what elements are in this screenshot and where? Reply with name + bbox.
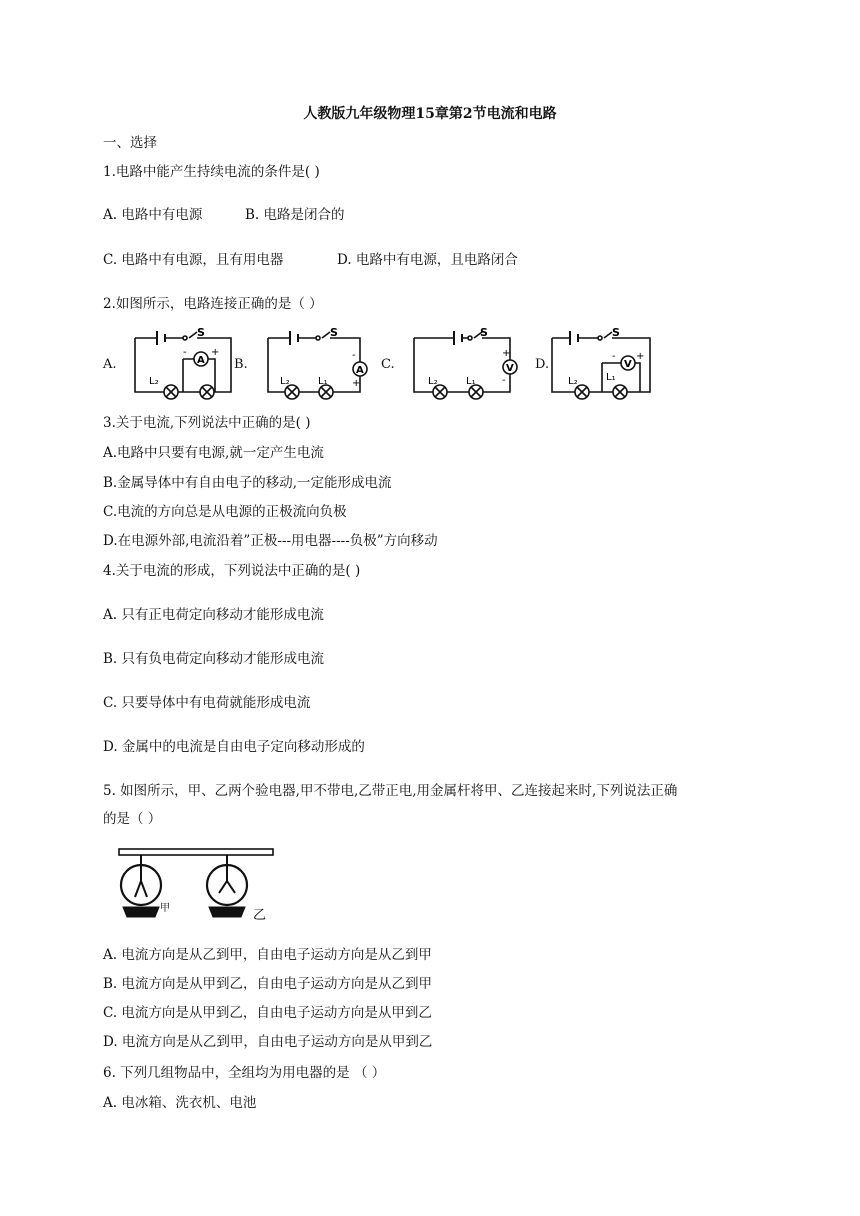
question-4-stem: 4.关于电流的形成，下列说法中正确的是( ) xyxy=(103,563,361,579)
question-3-stem: 3.关于电流,下列说法中正确的是( ) xyxy=(103,415,311,431)
svg-text:-: - xyxy=(352,350,356,361)
q1-option-c: C. 电路中有电源，且有用电器 xyxy=(103,252,284,268)
q1-option-a: A. 电路中有电源 xyxy=(103,207,203,223)
q5-option-c: C. 电流方向是从甲到乙，自由电子运动方向是从甲到乙 xyxy=(103,1005,432,1021)
svg-text:L₂: L₂ xyxy=(280,376,290,387)
circuit-diagram-a xyxy=(125,320,235,402)
q5-option-b: B. 电流方向是从甲到乙，自由电子运动方向是从乙到甲 xyxy=(103,976,433,992)
svg-text:L₁: L₁ xyxy=(466,376,476,387)
svg-text:-: - xyxy=(612,351,616,362)
switch-label: S xyxy=(197,326,205,339)
ammeter-label: A xyxy=(197,355,205,366)
q3-option-b: B.金属导体中有自由电子的移动,一定能形成电流 xyxy=(103,475,392,491)
circuit-diagram-d xyxy=(548,320,658,402)
q3-option-c: C.电流的方向总是从电源的正极流向负极 xyxy=(103,504,347,520)
q2-label-b: B. xyxy=(234,357,248,372)
q4-option-b: B. 只有负电荷定向移动才能形成电流 xyxy=(103,651,325,667)
q2-label-c: C. xyxy=(381,357,395,372)
circuit-diagram-c xyxy=(410,320,520,402)
electroscope-diagram xyxy=(115,845,275,925)
electroscope-jia-label: 甲 xyxy=(160,903,170,914)
q3-option-d: D.在电源外部,电流沿着”正极---用电器----负极”方向移动 xyxy=(103,533,438,549)
section-heading: 一、选择 xyxy=(103,135,157,151)
svg-text:+: + xyxy=(211,347,220,358)
question-2-stem: 2.如图所示，电路连接正确的是（ ） xyxy=(103,296,323,312)
q3-option-a: A.电路中只要有电源,就一定产生电流 xyxy=(103,445,324,461)
question-5-stem: 5. 如图所示，甲、乙两个验电器,甲不带电,乙带正电,用金属杆将甲、乙连接起来时,下列说法正确 xyxy=(103,783,678,799)
svg-text:S: S xyxy=(480,326,488,339)
q5-option-d: D. 电流方向是从乙到甲，自由电子运动方向是从甲到乙 xyxy=(103,1034,433,1050)
svg-text:S: S xyxy=(612,326,620,339)
question-1-stem: 1.电路中能产生持续电流的条件是( ) xyxy=(103,164,320,180)
svg-text:L₁: L₁ xyxy=(318,376,328,387)
circuit-diagram-b xyxy=(262,320,372,402)
q1-option-d: D. 电路中有电源，且电路闭合 xyxy=(337,252,518,268)
svg-text:+: + xyxy=(352,378,361,389)
svg-text:S: S xyxy=(330,326,338,339)
svg-text:L₁: L₁ xyxy=(606,372,616,383)
voltmeter-label: V xyxy=(506,363,514,374)
q5-option-a: A. 电流方向是从乙到甲，自由电子运动方向是从乙到甲 xyxy=(103,947,432,963)
q1-option-b: B. 电路是闭合的 xyxy=(245,207,345,223)
svg-text:A: A xyxy=(356,365,364,376)
svg-text:L₂: L₂ xyxy=(568,376,578,387)
q6-option-a: A. 电冰箱、洗衣机、电池 xyxy=(103,1095,257,1111)
question-5-stem-cont: 的是（ ） xyxy=(103,811,162,827)
page-title: 人教版九年级物理15章第2节电流和电路 xyxy=(303,106,557,122)
svg-text:V: V xyxy=(624,359,632,370)
q4-option-c: C. 只要导体中有电荷就能形成电流 xyxy=(103,695,311,711)
q4-option-d: D. 金属中的电流是自由电子定向移动形成的 xyxy=(103,739,365,755)
q2-label-d: D. xyxy=(535,357,550,372)
q4-option-a: A. 只有正电荷定向移动才能形成电流 xyxy=(103,607,324,623)
svg-text:L₂: L₂ xyxy=(428,376,438,387)
svg-text:-: - xyxy=(502,375,506,386)
question-6-stem: 6. 下列几组物品中，全组均为用电器的是 （ ） xyxy=(103,1065,386,1081)
q2-label-a: A. xyxy=(103,357,117,372)
svg-text:+: + xyxy=(636,351,645,362)
svg-text:-: - xyxy=(183,347,187,358)
electroscope-yi-label: 乙 xyxy=(253,908,267,923)
svg-text:+: + xyxy=(502,348,511,359)
lamp-label: L₂ xyxy=(149,376,159,387)
